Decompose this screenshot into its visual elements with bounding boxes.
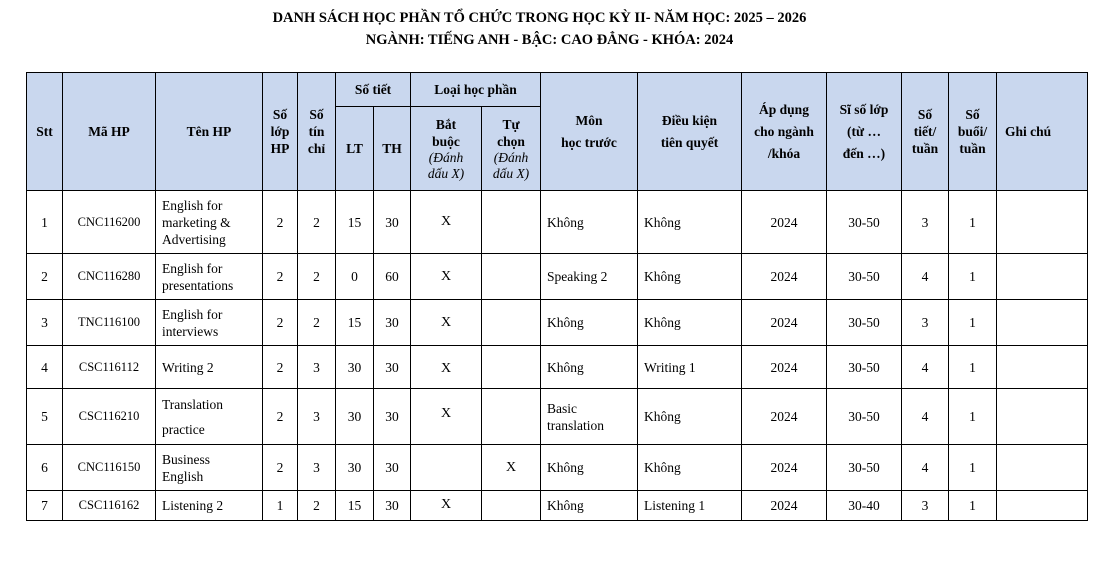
header-ma-hp: Mã HP	[63, 73, 156, 191]
header-danh-dau-1a: (Đánh	[428, 149, 464, 165]
cell-buoi-tuan: 1	[949, 491, 997, 521]
cell-buoi-tuan: 1	[949, 346, 997, 389]
cell-ten-hp	[156, 445, 263, 491]
header-bat-buoc-2: buộc	[432, 133, 460, 149]
cell-mon-hoc-truoc	[541, 491, 638, 521]
ten-hp-line: presentations	[162, 277, 234, 293]
cell-stt: 3	[27, 300, 63, 346]
cell-th: 60	[374, 254, 411, 300]
cell-si-so: 30-50	[827, 300, 902, 346]
mon-hoc-truoc-line: Không	[547, 359, 584, 375]
cell-bat-buoc	[411, 445, 482, 491]
cell-dieu-kien: Không	[638, 389, 742, 445]
cell-so-tin: 2	[298, 300, 336, 346]
header-so-tin-2: tín	[308, 124, 325, 139]
cell-ghi-chu	[997, 445, 1088, 491]
table-row	[27, 445, 1088, 491]
cell-stt: 4	[27, 346, 63, 389]
cell-ma-hp: CSC116210	[63, 389, 156, 445]
cell-buoi-tuan: 1	[949, 254, 997, 300]
cell-bat-buoc: X	[411, 389, 482, 445]
cell-ma-hp: CNC116200	[63, 191, 156, 254]
cell-so-lop: 2	[263, 254, 298, 300]
header-so-tiet-tuan-2: tiết/	[913, 124, 937, 139]
cell-si-so: 30-40	[827, 491, 902, 521]
cell-so-tin: 2	[298, 191, 336, 254]
table-row	[27, 191, 1088, 254]
header-danh-dau-1b: dấu X)	[427, 165, 465, 181]
document-title-line-1: DANH SÁCH HỌC PHẦN TỔ CHỨC TRONG HỌC KỲ II- NĂM HỌC: 2025 – 2026	[272, 10, 807, 26]
ten-hp-line: Advertising	[162, 231, 226, 247]
header-bat-buoc	[411, 107, 482, 191]
header-mon-2: học trước	[561, 134, 617, 150]
header-dieu-kien-1: Điều kiện	[661, 112, 718, 128]
header-ap-dung-3: /khóa	[767, 145, 801, 161]
cell-ap-dung: 2024	[742, 389, 827, 445]
header-stt: Stt	[27, 73, 63, 191]
cell-si-so: 30-50	[827, 389, 902, 445]
cell-lt: 30	[336, 346, 374, 389]
cell-buoi-tuan: 1	[949, 300, 997, 346]
header-so-lop-1: Số	[272, 107, 288, 122]
header-so-tiet-tuan-1: Số	[917, 107, 933, 122]
cell-tiet-tuan: 4	[902, 445, 949, 491]
course-table	[26, 72, 1088, 521]
cell-buoi-tuan: 1	[949, 191, 997, 254]
cell-si-so: 30-50	[827, 346, 902, 389]
header-lt: LT	[336, 107, 374, 191]
cell-lt: 0	[336, 254, 374, 300]
cell-so-lop: 2	[263, 300, 298, 346]
cell-buoi-tuan: 1	[949, 389, 997, 445]
cell-ma-hp: CNC116280	[63, 254, 156, 300]
cell-tiet-tuan: 4	[902, 346, 949, 389]
cell-ghi-chu	[997, 346, 1088, 389]
cell-ap-dung: 2024	[742, 254, 827, 300]
cell-lt: 30	[336, 445, 374, 491]
header-si-so-3: đến …)	[842, 145, 886, 161]
cell-stt: 5	[27, 389, 63, 445]
cell-th: 30	[374, 389, 411, 445]
cell-so-tin: 2	[298, 491, 336, 521]
cell-so-lop: 2	[263, 389, 298, 445]
header-danh-dau-2b: dấu X)	[492, 165, 530, 181]
cell-si-so: 30-50	[827, 191, 902, 254]
cell-dieu-kien: Không	[638, 254, 742, 300]
cell-tu-chon	[482, 254, 541, 300]
cell-stt: 2	[27, 254, 63, 300]
cell-bat-buoc: X	[411, 191, 482, 254]
cell-bat-buoc: X	[411, 346, 482, 389]
document-title-line-2: NGÀNH: TIẾNG ANH - BẬC: CAO ĐẲNG - KHÓA: 2024	[365, 32, 734, 48]
header-ap-dung	[742, 73, 827, 191]
header-so-tin-3: chỉ	[307, 141, 326, 156]
cell-bat-buoc: X	[411, 491, 482, 521]
header-so-buoi-3: tuần	[959, 141, 986, 156]
cell-ghi-chu	[997, 300, 1088, 346]
cell-ghi-chu	[997, 191, 1088, 254]
cell-tiet-tuan: 3	[902, 191, 949, 254]
cell-bat-buoc: X	[411, 254, 482, 300]
ten-hp-line: marketing &	[162, 214, 231, 230]
cell-so-lop: 2	[263, 346, 298, 389]
header-th: TH	[374, 107, 411, 191]
cell-mon-hoc-truoc	[541, 300, 638, 346]
cell-so-lop: 2	[263, 445, 298, 491]
cell-ap-dung: 2024	[742, 191, 827, 254]
cell-tu-chon	[482, 191, 541, 254]
header-so-tiet: Số tiết	[336, 73, 411, 107]
cell-so-tin: 3	[298, 389, 336, 445]
cell-ten-hp	[156, 300, 263, 346]
header-so-tin-1: Số	[309, 107, 324, 122]
cell-ghi-chu	[997, 254, 1088, 300]
header-ap-dung-2: cho ngành	[754, 123, 814, 139]
cell-so-tin: 2	[298, 254, 336, 300]
header-ap-dung-1: Áp dụng	[759, 101, 809, 117]
ten-hp-line: Business	[162, 451, 211, 467]
cell-dieu-kien: Không	[638, 191, 742, 254]
cell-lt: 15	[336, 300, 374, 346]
cell-si-so: 30-50	[827, 445, 902, 491]
cell-so-lop: 1	[263, 491, 298, 521]
cell-th: 30	[374, 346, 411, 389]
cell-tu-chon	[482, 346, 541, 389]
cell-stt: 6	[27, 445, 63, 491]
cell-th: 30	[374, 491, 411, 521]
header-si-so-2: (từ …	[847, 123, 881, 139]
cell-dieu-kien: Không	[638, 445, 742, 491]
cell-ap-dung: 2024	[742, 491, 827, 521]
cell-stt: 7	[27, 491, 63, 521]
cell-stt: 1	[27, 191, 63, 254]
cell-ten-hp	[156, 346, 263, 389]
cell-lt: 15	[336, 491, 374, 521]
header-so-tiet-tuan-3: tuần	[911, 141, 939, 156]
mon-hoc-truoc-line: Không	[547, 315, 584, 330]
header-si-so-1: Sĩ số lớp	[839, 101, 889, 117]
ten-hp-line: Listening 2	[162, 498, 224, 513]
cell-ap-dung: 2024	[742, 346, 827, 389]
cell-si-so: 30-50	[827, 254, 902, 300]
cell-dieu-kien: Không	[638, 300, 742, 346]
ten-hp-line: English	[162, 468, 204, 484]
cell-tu-chon	[482, 300, 541, 346]
mon-hoc-truoc-line: Basic	[547, 400, 577, 416]
cell-mon-hoc-truoc	[541, 254, 638, 300]
header-so-lop-hp	[263, 73, 298, 191]
cell-mon-hoc-truoc	[541, 445, 638, 491]
table-row	[27, 300, 1088, 346]
table-row	[27, 254, 1088, 300]
cell-tu-chon: X	[482, 445, 541, 491]
header-si-so-lop	[827, 73, 902, 191]
ten-hp-line: Translation	[162, 396, 224, 412]
cell-mon-hoc-truoc	[541, 346, 638, 389]
mon-hoc-truoc-line: translation	[547, 417, 604, 433]
ten-hp-line: practice	[162, 421, 205, 437]
cell-th: 30	[374, 445, 411, 491]
header-so-tiet-tuan	[902, 73, 949, 191]
cell-tu-chon	[482, 491, 541, 521]
cell-th: 30	[374, 191, 411, 254]
cell-bat-buoc: X	[411, 300, 482, 346]
mon-hoc-truoc-line: Không	[547, 460, 584, 475]
mon-hoc-truoc-line: Không	[547, 498, 584, 513]
cell-ten-hp	[156, 491, 263, 521]
table-row	[27, 389, 1088, 445]
cell-so-tin: 3	[298, 346, 336, 389]
cell-mon-hoc-truoc	[541, 389, 638, 445]
header-bat-buoc-1: Bắt	[435, 116, 457, 132]
header-so-buoi-tuan	[949, 73, 997, 191]
cell-ten-hp	[156, 389, 263, 445]
cell-ma-hp: CSC116162	[63, 491, 156, 521]
ten-hp-line: English for	[162, 197, 223, 213]
ten-hp-line: English for	[162, 260, 223, 276]
cell-mon-hoc-truoc	[541, 191, 638, 254]
header-dieu-kien-2: tiên quyết	[660, 134, 719, 150]
header-ghi-chu: Ghi chú	[997, 73, 1088, 191]
cell-tu-chon	[482, 389, 541, 445]
cell-tiet-tuan: 3	[902, 491, 949, 521]
cell-ten-hp	[156, 254, 263, 300]
cell-lt: 15	[336, 191, 374, 254]
header-so-tin-chi	[298, 73, 336, 191]
header-ten-hp: Tên HP	[156, 73, 263, 191]
cell-so-tin: 3	[298, 445, 336, 491]
header-mon-hoc-truoc	[541, 73, 638, 191]
cell-ma-hp: TNC116100	[63, 300, 156, 346]
cell-lt: 30	[336, 389, 374, 445]
header-loai-hoc-phan: Loại học phần	[411, 73, 541, 107]
cell-ma-hp: CNC116150	[63, 445, 156, 491]
header-danh-dau-2a: (Đánh	[493, 149, 529, 165]
ten-hp-line: interviews	[162, 323, 219, 339]
header-so-lop-3: HP	[270, 141, 290, 156]
header-so-buoi-2: buổi/	[957, 124, 988, 139]
table-row	[27, 491, 1088, 521]
header-dieu-kien-tien-quyet	[638, 73, 742, 191]
cell-so-lop: 2	[263, 191, 298, 254]
cell-ten-hp	[156, 191, 263, 254]
cell-buoi-tuan: 1	[949, 445, 997, 491]
header-so-buoi-1: Số	[965, 107, 980, 122]
ten-hp-line: Writing 2	[162, 359, 214, 375]
cell-dieu-kien: Listening 1	[638, 491, 742, 521]
cell-ghi-chu	[997, 491, 1088, 521]
mon-hoc-truoc-line: Không	[547, 214, 584, 230]
cell-ap-dung: 2024	[742, 300, 827, 346]
cell-tiet-tuan: 4	[902, 389, 949, 445]
cell-tiet-tuan: 3	[902, 300, 949, 346]
cell-dieu-kien: Writing 1	[638, 346, 742, 389]
header-tu-chon	[482, 107, 541, 191]
cell-ma-hp: CSC116112	[63, 346, 156, 389]
table-row	[27, 346, 1088, 389]
header-so-lop-2: lớp	[270, 124, 290, 139]
cell-ghi-chu	[997, 389, 1088, 445]
header-tu-chon-2: chọn	[497, 133, 525, 149]
cell-tiet-tuan: 4	[902, 254, 949, 300]
header-mon-1: Môn	[575, 112, 603, 128]
mon-hoc-truoc-line: Speaking 2	[547, 269, 608, 284]
cell-ap-dung: 2024	[742, 445, 827, 491]
ten-hp-line: English for	[162, 306, 223, 322]
header-tu-chon-1: Tự	[502, 116, 520, 132]
cell-th: 30	[374, 300, 411, 346]
